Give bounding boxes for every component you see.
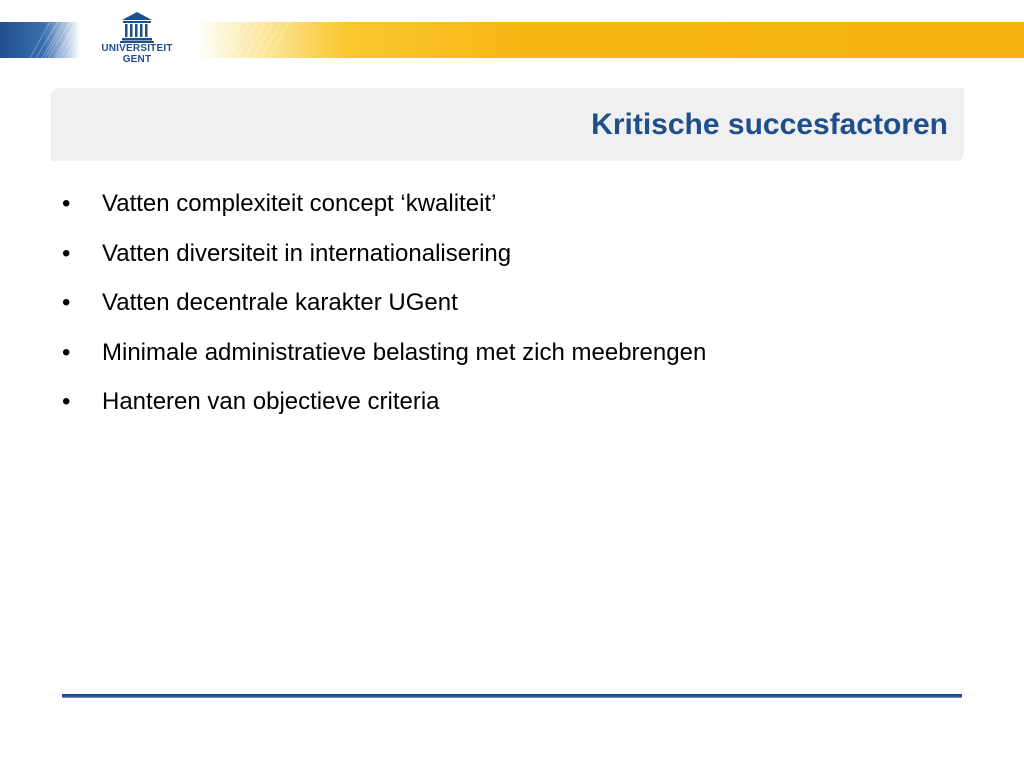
logo-text-universiteit: UNIVERSITEIT [101,43,173,54]
brush-texture [0,22,80,58]
bullet-item [62,388,962,438]
logo-text-gent: GENT [122,54,152,65]
bullet-text: Minimale administratieve belasting met zich meebrengen [102,338,707,366]
footer-rule [62,694,962,698]
brush-texture [195,22,1024,58]
slide-title: Kritische succesfactoren [591,108,948,141]
bullet-text: Hanteren van objectieve criteria [102,388,440,415]
bullet-item [62,289,962,339]
blue-brush-band [0,22,80,58]
university-building-icon [98,10,176,44]
bullet-item [62,339,962,389]
universiteit-gent-logo [98,10,176,68]
gold-brush-band [195,22,1024,58]
bullet-mark: • [62,190,71,217]
bullet-text: Vatten complexiteit concept ‘kwaliteit’ [102,190,497,217]
bullet-item [62,190,962,240]
bullet-mark: • [62,289,71,316]
bullet-list [62,190,962,438]
bullet-mark: • [62,239,71,267]
bullet-mark: • [62,338,71,366]
bullet-item [62,240,962,290]
bullet-text: Vatten diversiteit in internationalisering [102,239,512,267]
bullet-mark: • [62,388,71,415]
title-bar [51,88,964,161]
header-band [0,0,1024,70]
bullet-text: Vatten decentrale karakter UGent [102,289,458,316]
